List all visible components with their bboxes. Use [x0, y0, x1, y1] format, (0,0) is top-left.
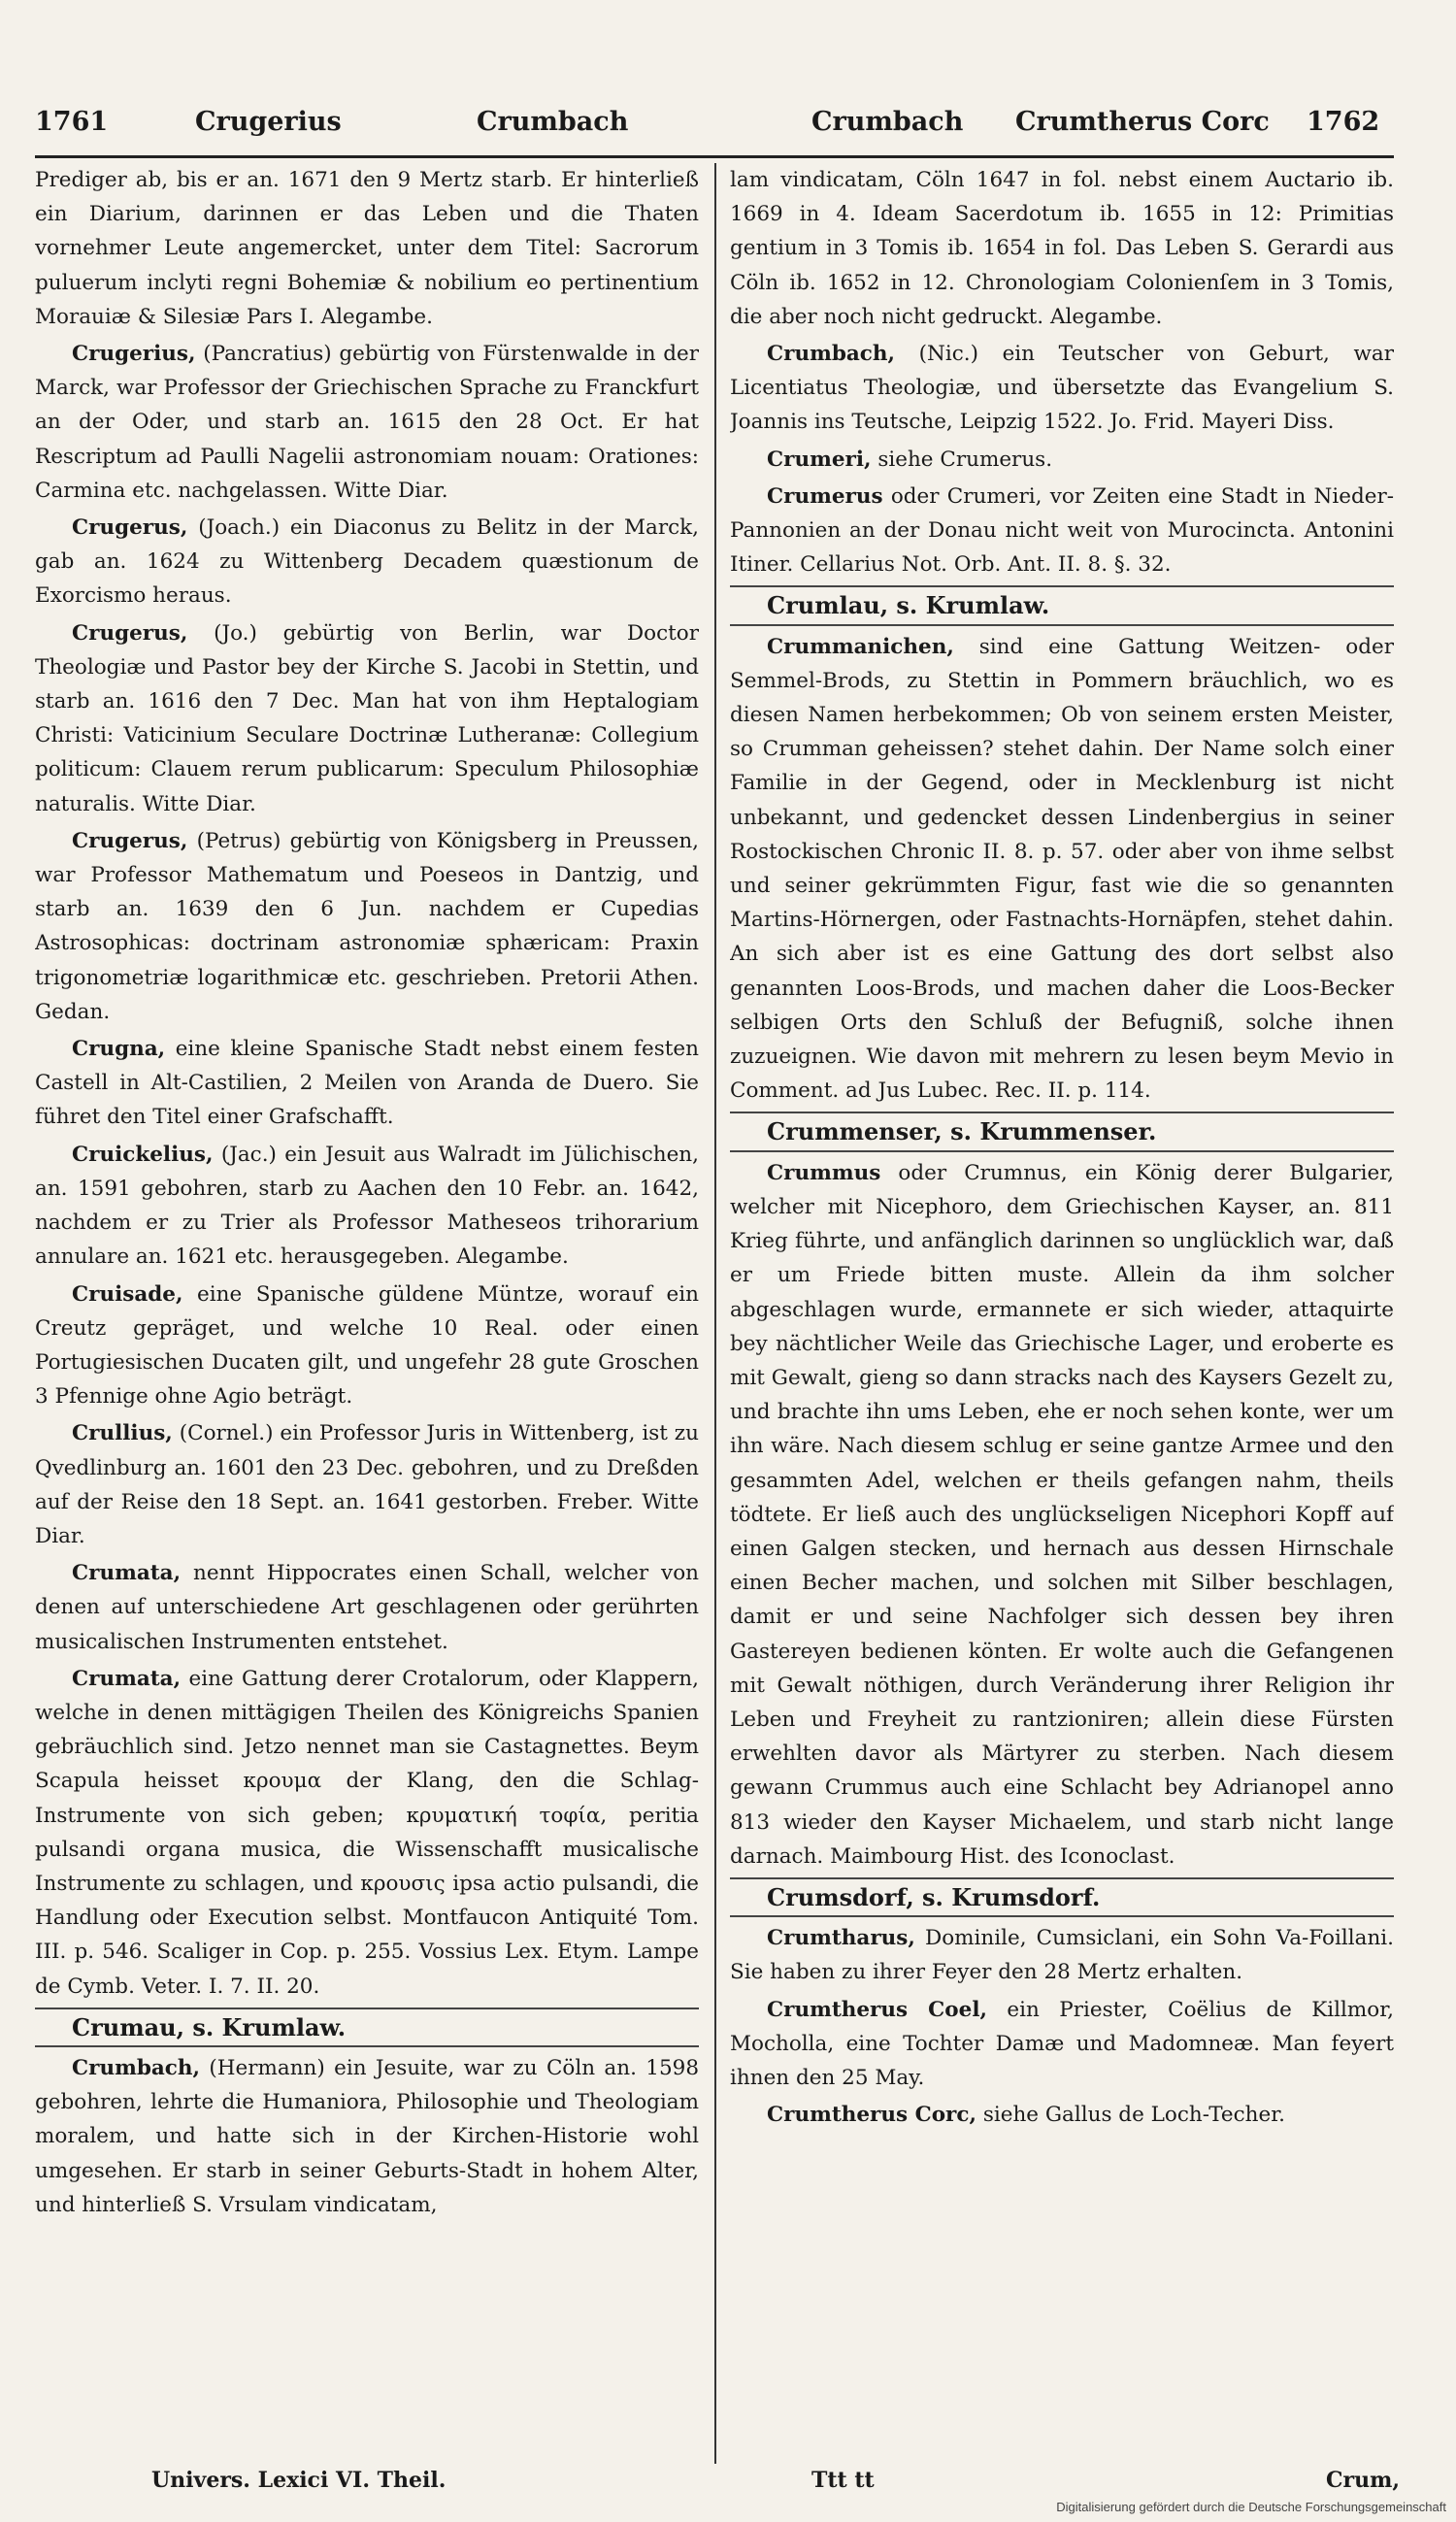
entry-headword: Crugerus,: [72, 620, 188, 646]
entry-headword: Crumerus: [767, 483, 883, 509]
running-header: [35, 87, 1394, 158]
lexicon-entry: [35, 1416, 699, 1553]
column-divider: [714, 163, 716, 2464]
left-column: [35, 163, 699, 2464]
entry-headword: Crummanichen,: [767, 634, 954, 659]
entry-text: siehe Gallus de Loch-Techer.: [982, 2103, 1285, 2128]
lexicon-entry: [35, 337, 699, 508]
catchword: Crum,: [1326, 2468, 1401, 2493]
lexicon-entry: [730, 1921, 1394, 1989]
signature-mark: Ttt tt: [811, 2468, 875, 2493]
lexicon-entry: [35, 1138, 699, 1275]
entry-text: lam vindicatam, Cöln 1647 in fol. nebst einem Auctario ib. 1669 in 4. Ideam Sacerdotum ib. 1655 in 12: Primitias gentium in 3 Tomis ib. 1654 in fol. Das Leben S. Gerardi aus Cöln ib. 1652 in 12. Chronologiam Colonienſem in 3 Tomis, die aber noch nicht gedruckt. Alegambe.: [730, 168, 1394, 329]
digitization-note: Digitalisierung gefördert durch die Deutsche Forschungsgemeinschaft: [1056, 2500, 1446, 2514]
lexicon-entry: [35, 2051, 699, 2222]
left-header-keyword: Crugerius: [195, 107, 342, 137]
lexicon-entry: [730, 337, 1394, 440]
lexicon-entry: [730, 1993, 1394, 2096]
right-header-title: Crumbach: [811, 107, 964, 137]
entry-text: oder Crumnus, ein König derer Bulgarier, welcher mit Nicephoro, dem Griechischen Kayser, an. 811 Krieg führte, und anfänglich darinnen so unglücklich war, daß er um Friede bitten muste. Allein da ihm solcher abgeschlagen wurde, ermannete er sich wieder, attaquirte bey nächtlicher Weile das Griechische Lager, und eroberte es mit Gewalt, gieng so dann stracks nach des Kaysers Gezelt zu, und brachte ihn ums Leben, ehe er noch sehen konte, wer um ihn wäre. Nach diesem schlug er seine gantze Armee und den gesammten Adel, welchen er theils gefangen nahm, theils tödtete. Er ließ auch des unglückseligen Nicephori Kopff auf einen Galgen stecken, und hernach aus dessen Hirnschale einen Becher machen, und solchen mit Silber beschlagen, damit er und seine Nachfolger sich dessen bey ihren Gastereyen bedienen könten. Er wolte auch die Gefangenen mit Gewalt nöthigen, durch Veränderung ihrer Religion ihr Leben und Freyheit zu rantzioniren; allein diese Fürsten erwehlten davor als Märtyrer zu sterben. Nach diesem gewann Crummus auch eine Schlacht bey Adrianopel anno 813 wieder den Kayser Michaelem, und starb nicht lange darnach. Maimbourg Hist. des Iconoclast.: [730, 1160, 1394, 1869]
entry-text: s. Krumlaw.: [192, 2012, 347, 2041]
entry-text: (Jac.) ein Jesuit aus Walradt im Jülichischen, an. 1591 gebohren, starb zu Aachen den 10 Febr. an. 1642, nachdem er zu Trier als Professor Matheseos trihorarium annulare an. 1621 etc. herausgegeben. Alegambe.: [35, 1142, 699, 1270]
entry-headword: Crumata,: [72, 1561, 182, 1586]
entry-text: (Petrus) gebürtig von Königsberg in Preussen, war Professor Mathematum und Poeseos in Dantzig, und starb an. 1639 den 6 Jun. nachdem er Cupedias Astrosophicas: doctrinam astronomiæ sphæricam: Praxin trigonometriæ logarithmicæ etc. geschrieben. Pretorii Athen. Gedan.: [35, 828, 699, 1024]
entry-text: nennt Hippocrates einen Schall, welcher von denen auf unterschiedene Art geschlagenen oder gerührten musicalischen Instrumenten entstehet.: [35, 1561, 699, 1654]
entry-text: oder Crumeri, vor Zeiten eine Stadt in Nieder-Pannonien an der Donau nicht weit von Murocincta. Antonini Itiner. Cellarius Not. Orb. Ant. II. 8. §. 32.: [730, 483, 1394, 578]
entry-text: sind eine Gattung Weitzen- oder Semmel-Brods, zu Stettin in Pommern bräuchlich, wo es diesen Namen herbekommen; Ob von seinem ersten Meister, so Crumman geheissen? stehet dahin. Der Name solch einer Familie in der Gegend, oder in Mecklenburg ist nicht unbekannt, und gedencket dessen Lindenbergius in seiner Rostockischen Chronic II. 8. p. 57. oder aber von ihme selbst und seiner gekrümmten Figur, fast wie die so genannten Martins-Hörnergen, oder Fastnachts-Hornäpfen, stehet dahin. An sich aber ist es eine Gattung des dort selbst also genannten Loos-Brods, und machen daher die Loos-Becker selbigen Orts den Schluß der Befugniß, solche ihnen zuzueignen. Wie davon mit mehrern zu lesen beym Mevio in Comment. ad Jus Lubec. Rec. II. p. 114.: [730, 634, 1394, 1104]
entry-text: (Cornel.) ein Professor Juris in Wittenberg, ist zu Qvedlinburg an. 1601 den 23 Dec. gebohren, und zu Dreßden auf der Reise den 18 Sept. an. 1641 gestorben. Freber. Witte Diar.: [35, 1421, 699, 1548]
entry-text: (Joach.) ein Diaconus zu Belitz in der Marck, gab an. 1624 zu Wittenberg Decadem quæstionum de Exorcismo heraus.: [35, 515, 699, 609]
entry-headword: Crugerus,: [72, 515, 188, 541]
cross-reference-entry: [35, 2008, 699, 2047]
entry-text: (Pancratius) gebürtig von Fürstenwalde in der Marck, war Professor der Griechischen Sprache zu Franckfurt an der Oder, und starb an. 1615 den 28 Oct. Er hat Rescriptum ad Paulli Nagelii astronomiam nouam: Orationes: Carmina etc. nachgelassen. Witte Diar.: [35, 342, 699, 503]
right-column: [730, 163, 1394, 2464]
lexicon-entry: [35, 1662, 699, 2004]
entry-text: (Jo.) gebürtig von Berlin, war Doctor Theologiæ und Pastor bey der Kirche S. Jacobi in Stettin, und starb an. 1616 den 7 Dec. Man hat von ihm Heptalogiam Christi: Vaticinium Seculare Doctrinæ Lutheranæ: Collegium politicum: Clauem rerum publicarum: Speculum Philosophiæ naturalis. Witte Diar.: [35, 620, 699, 816]
entry-headword: Crumsdorf,: [767, 1882, 914, 1911]
entry-text: s. Krumlaw.: [896, 591, 1050, 620]
entry-headword: Crumtherus Coel,: [767, 1997, 987, 2022]
entry-headword: Cruickelius,: [72, 1142, 214, 1167]
lexicon-entry: [730, 163, 1394, 334]
left-catchword: Univers. Lexici VI. Theil.: [151, 2468, 447, 2493]
entry-text: (Nic.) ein Teutscher von Geburt, war Licentiatus Theologiæ, und übersetzte das Evangelium S. Joannis ins Teutsche, Leipzig 1522. Jo. Frid. Mayeri Diss.: [730, 342, 1394, 435]
left-page-number: 1761: [35, 107, 109, 137]
lexicon-entry: [35, 824, 699, 1029]
entry-headword: Crummus: [767, 1160, 881, 1185]
entry-text: ein Priester, Coëlius de Killmor, Mocholla, eine Tochter Damæ und Madomneæ. Man feyert ihnen den 25 May.: [730, 1997, 1394, 2090]
lexicon-entry: [730, 443, 1394, 477]
lexicon-entry: [35, 1556, 699, 1659]
entry-headword: Crullius,: [72, 1421, 173, 1446]
entry-text: Dominile, Cumsiclani, ein Sohn Va-Foillani. Sie haben zu ihrer Feyer den 28 Mertz erhalten.: [730, 1926, 1394, 1985]
entry-headword: Crugerius,: [72, 342, 196, 367]
entry-headword: Crugna,: [72, 1037, 166, 1062]
left-header-title: Crumbach: [477, 107, 629, 137]
lexicon-entry: [35, 511, 699, 614]
cross-reference-entry: [730, 585, 1394, 625]
entry-headword: Crumbach,: [767, 342, 895, 367]
document-page: [35, 87, 1401, 2493]
entry-headword: Crumeri,: [767, 447, 872, 472]
lexicon-entry: [35, 616, 699, 821]
entry-headword: Crumtharus,: [767, 1926, 915, 1951]
entry-headword: Crumlau,: [767, 591, 889, 620]
entry-text: s. Krummenser.: [950, 1117, 1157, 1146]
right-header-keyword: Crumtherus Corc: [1015, 107, 1270, 137]
cross-reference-entry: [730, 1877, 1394, 1917]
entry-headword: Crummenser,: [767, 1117, 943, 1146]
entry-headword: Crumtherus Corc,: [767, 2103, 976, 2128]
entry-text: eine Gattung derer Crotalorum, oder Klappern, welche in denen mittägigen Theilen des Königreichs Spanien gebräuchlich sind. Jetzo nennet man sie Castagnettes. Beym Scapula heisset κρουμα der Klang, den die Schlag-Instrumente von sich geben; κρυματική τοφία, peritia pulsandi organa musica, die Wissenschafft musicalische Instrumente zu schlagen, und κρουσις ipsa actio pulsandi, die Handlung oder Execution selbst. Montfaucon Antiquité Tom. III. p. 546. Scaliger in Cop. p. 255. Vossius Lex. Etym. Lampe de Cymb. Veter. I. 7. II. 20.: [35, 1666, 699, 1999]
entry-text: eine Spanische güldene Müntze, worauf ein Creutz gepräget, und welche 10 Real. oder einen Portugiesischen Ducaten gilt, und ungefehr 28 gute Groschen 3 Pfennige ohne Agio beträgt.: [35, 1281, 699, 1410]
entry-headword: Crumbach,: [72, 2055, 200, 2080]
right-page-number: 1762: [1307, 107, 1380, 137]
lexicon-entry: [730, 1156, 1394, 1874]
entry-text: (Hermann) ein Jesuite, war zu Cöln an. 1598 gebohren, lehrte die Humaniora, Philosophie und Theologiam moralem, und hatte sich in der Kirchen-Historie wohl umgesehen. Er starb in seiner Geburts-Stadt in hohem Alter, und hinterließ S. Vrsulam vindicatam,: [35, 2055, 699, 2217]
lexicon-entry: [730, 630, 1394, 1109]
lexicon-entry: [35, 1278, 699, 1414]
entry-headword: Crugerus,: [72, 828, 188, 853]
cross-reference-entry: [730, 1112, 1394, 1151]
entry-headword: Crumau,: [72, 2012, 184, 2041]
lexicon-entry: [730, 2098, 1394, 2132]
entry-text: eine kleine Spanische Stadt nebst einem festen Castell in Alt-Castilien, 2 Meilen von Aranda de Duero. Sie führet den Titel einer Grafschafft.: [35, 1037, 699, 1130]
entry-headword: Cruisade,: [72, 1281, 183, 1307]
entry-text: siehe Crumerus.: [877, 447, 1053, 472]
lexicon-entry: [35, 1032, 699, 1135]
entry-headword: Crumata,: [72, 1666, 182, 1691]
lexicon-entry: [35, 163, 699, 334]
entry-text: s. Krumsdorf.: [922, 1882, 1101, 1911]
lexicon-entry: [730, 480, 1394, 582]
entry-text: Prediger ab, bis er an. 1671 den 9 Mertz starb. Er hinterließ ein Diarium, darinnen er das Leben und die Thaten vornehmer Leute angemercket, unter dem Titel: Sacrorum puluerum inclyti regni Bohemiæ & nobilium eo pertinentium Morauiæ & Silesiæ Pars I. Alegambe.: [35, 168, 699, 329]
